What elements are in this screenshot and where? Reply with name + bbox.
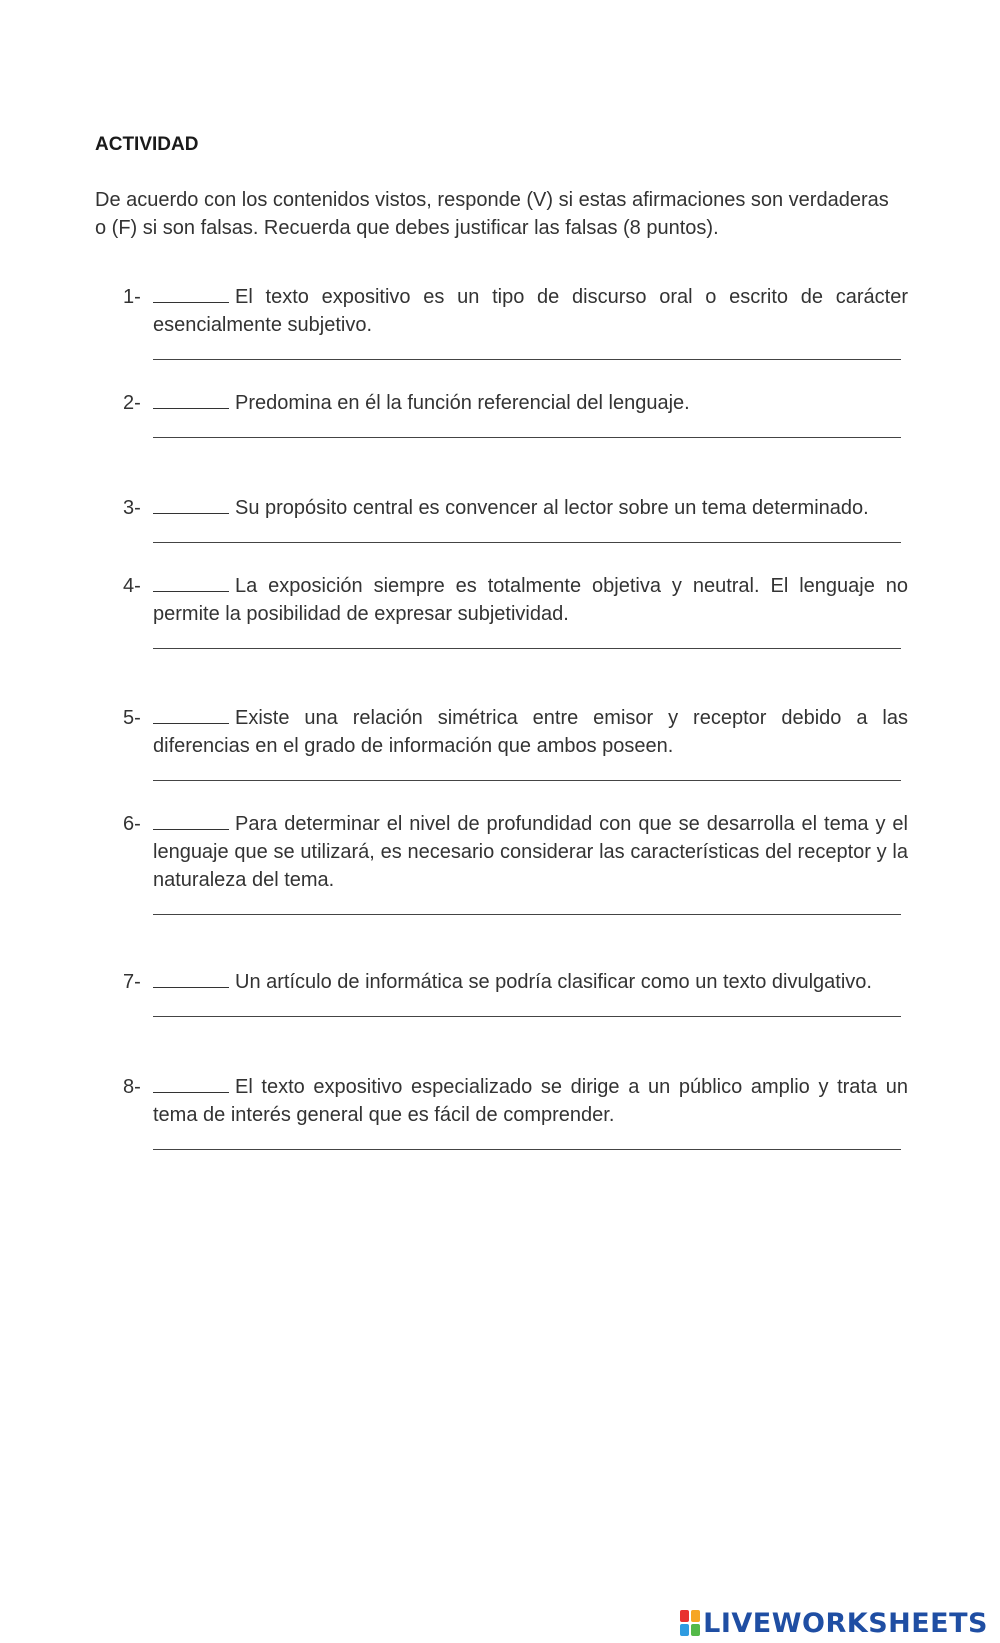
justification-line-7[interactable]	[153, 1006, 901, 1017]
question-number: 3-	[123, 497, 141, 519]
question-number: 5-	[123, 707, 141, 729]
question-8	[123, 1073, 908, 1150]
question-text: El texto expositivo es un tipo de discurso oral o escrito de carácter esencialmente subjetivo.	[153, 286, 908, 336]
answer-blank-3[interactable]	[153, 495, 229, 514]
question-7	[123, 968, 908, 1017]
question-number: 4-	[123, 575, 141, 597]
justification-line-5[interactable]	[153, 770, 901, 781]
answer-blank-6[interactable]	[153, 811, 229, 830]
question-number: 1-	[123, 286, 141, 308]
answer-blank-8[interactable]	[153, 1074, 229, 1093]
justification-line-4[interactable]	[153, 638, 901, 649]
answer-blank-4[interactable]	[153, 573, 229, 592]
answer-blank-1[interactable]	[153, 284, 229, 303]
answer-blank-2[interactable]	[153, 390, 229, 409]
question-text: Su propósito central es convencer al lector sobre un tema determinado.	[235, 497, 869, 519]
question-6	[123, 810, 908, 915]
question-text: El texto expositivo especializado se dirige a un público amplio y trata un tema de interés general que es fácil de comprender.	[153, 1076, 908, 1126]
question-4	[123, 572, 908, 649]
justification-line-1[interactable]	[153, 349, 901, 360]
question-3	[123, 494, 908, 543]
justification-line-3[interactable]	[153, 532, 901, 543]
question-2	[123, 389, 908, 438]
question-number: 2-	[123, 392, 141, 414]
justification-line-2[interactable]	[153, 427, 901, 438]
question-5	[123, 704, 908, 781]
question-number: 7-	[123, 971, 141, 993]
question-number: 6-	[123, 813, 141, 835]
question-1	[123, 283, 908, 360]
logo-mark-icon	[680, 1610, 700, 1636]
question-text: Un artículo de informática se podría clasificar como un texto divulgativo.	[235, 971, 872, 993]
justification-line-8[interactable]	[153, 1139, 901, 1150]
instructions: De acuerdo con los contenidos vistos, responde (V) si estas afirmaciones son verdaderas o (F) si son falsas. Recuerda que debes justificar las falsas (8 puntos).	[95, 189, 889, 239]
answer-blank-5[interactable]	[153, 705, 229, 724]
question-text: Para determinar el nivel de profundidad con que se desarrolla el tema y el lenguaje que se utilizará, es necesario considerar las características del receptor y la naturaleza del tema.	[153, 813, 908, 891]
liveworksheets-logo	[680, 1607, 988, 1639]
question-number: 8-	[123, 1076, 141, 1098]
logo-text: LIVEWORKSHEETS	[703, 1607, 988, 1639]
question-text: Existe una relación simétrica entre emisor y receptor debido a las diferencias en el grado de información que ambos poseen.	[153, 707, 908, 757]
answer-blank-7[interactable]	[153, 969, 229, 988]
question-text: Predomina en él la función referencial del lenguaje.	[235, 392, 690, 414]
activity-title: ACTIVIDAD	[95, 134, 199, 155]
question-text: La exposición siempre es totalmente objetiva y neutral. El lenguaje no permite la posibilidad de expresar subjetividad.	[153, 575, 908, 625]
justification-line-6[interactable]	[153, 904, 901, 915]
